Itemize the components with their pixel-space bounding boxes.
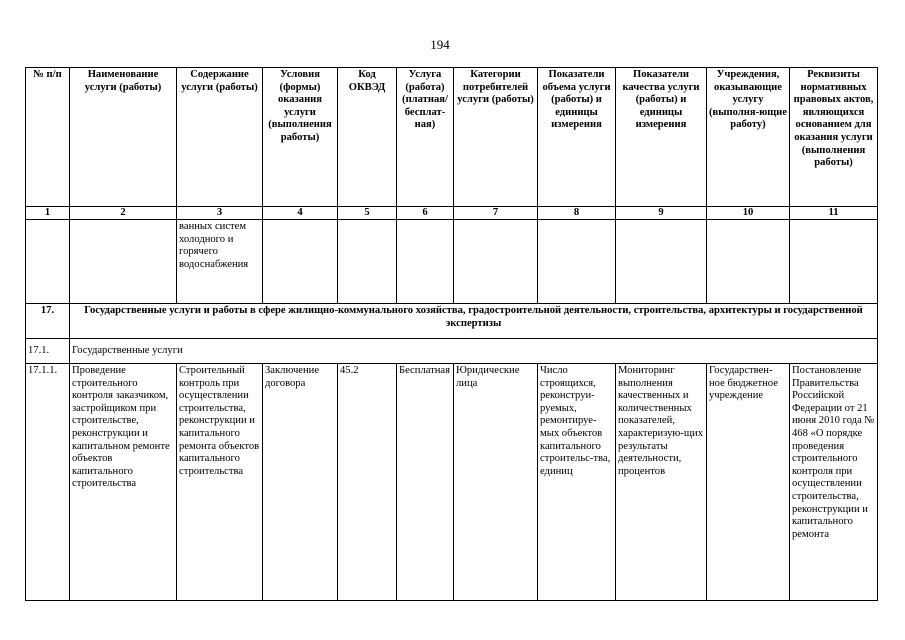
- section-title: Государственные услуги и работы в сфере жилищно-коммунального хозяйства, градостроительной деятельности, строительства, архитектуры и государственной экспертизы: [70, 304, 878, 339]
- table-cell: [616, 220, 707, 304]
- table-header-row: [26, 68, 878, 207]
- header-conditions: Условия (формы) оказания услуги (выполнения работы): [263, 68, 338, 207]
- row-service-content: Строительный контроль при осуществлении строительства, реконструкции и капитального ремонта объектов капитального строительства: [177, 364, 263, 601]
- header-consumers: Категории потребителей услуги (работы): [454, 68, 538, 207]
- services-table: [25, 67, 878, 601]
- column-number: 5: [338, 207, 397, 220]
- row-okved: 45.2: [338, 364, 397, 601]
- column-number: 7: [454, 207, 538, 220]
- column-number: 8: [538, 207, 616, 220]
- column-number: 1: [26, 207, 70, 220]
- row-service-name: Проведение строительного контроля заказчиком, застройщиком при строительстве, реконструкции и капитальном ремонте объектов капитального строительства: [70, 364, 177, 601]
- header-service-content: Содержание услуги (работы): [177, 68, 263, 207]
- table-cell: [338, 220, 397, 304]
- row-paid: Бесплатная: [397, 364, 454, 601]
- subsection-number: 17.1.: [26, 339, 70, 364]
- table-row: [26, 364, 878, 601]
- column-number: 9: [616, 207, 707, 220]
- header-quality: Показатели качества услуги (работы) и единицы измерения: [616, 68, 707, 207]
- row-conditions: Заключение договора: [263, 364, 338, 601]
- table-cell: [397, 220, 454, 304]
- row-number: 17.1.1.: [26, 364, 70, 601]
- column-number: 2: [70, 207, 177, 220]
- page-number: 194: [430, 37, 450, 52]
- row-consumers: Юридические лица: [454, 364, 538, 601]
- column-number: 6: [397, 207, 454, 220]
- table-cell: [538, 220, 616, 304]
- subsection-row: [26, 339, 878, 364]
- table-cell: [263, 220, 338, 304]
- table-cell: [790, 220, 878, 304]
- header-institutions: Учреждения, оказывающие услугу (выполня-ющие работу): [707, 68, 790, 207]
- row-legal-acts: Постановление Правительства Российской Федерации от 21 июня 2010 года № 468 «О порядке проведения строительного контроля при осуществлении строительства, реконструкции и капитального ремонта: [790, 364, 878, 601]
- row-quality: Мониторинг выполнения качественных и количественных показателей, характеризую-щих результаты деятельности, процентов: [616, 364, 707, 601]
- section-number: 17.: [26, 304, 70, 339]
- header-okved: Код ОКВЭД: [338, 68, 397, 207]
- header-volume: Показатели объема услуги (работы) и единицы измерения: [538, 68, 616, 207]
- table-cell: [454, 220, 538, 304]
- table-cell: [707, 220, 790, 304]
- column-number: 10: [707, 207, 790, 220]
- table-cell: [26, 220, 70, 304]
- column-number: 4: [263, 207, 338, 220]
- header-service-name: Наименование услуги (работы): [70, 68, 177, 207]
- column-number: 3: [177, 207, 263, 220]
- row-institution: Государствен-ное бюджетное учреждение: [707, 364, 790, 601]
- column-number: 11: [790, 207, 878, 220]
- header-legal-acts: Реквизиты нормативных правовых актов, являющихся основанием для оказания услуги (выполнения работы): [790, 68, 878, 207]
- continuation-content-cell: ванных систем холодного и горячего водоснабжения: [177, 220, 263, 304]
- subsection-title: Государственные услуги: [70, 339, 878, 364]
- header-paid: Услуга (работа) (платная/ бесплат-ная): [397, 68, 454, 207]
- continuation-row: [26, 220, 878, 304]
- table-cell: [70, 220, 177, 304]
- section-row: [26, 304, 878, 339]
- row-volume: Число строящихся, реконструи-руемых, ремонтируе-мых объектов капитального строительс-тва, единиц: [538, 364, 616, 601]
- header-num: № п/п: [26, 68, 70, 207]
- column-numbers-row: [26, 207, 878, 220]
